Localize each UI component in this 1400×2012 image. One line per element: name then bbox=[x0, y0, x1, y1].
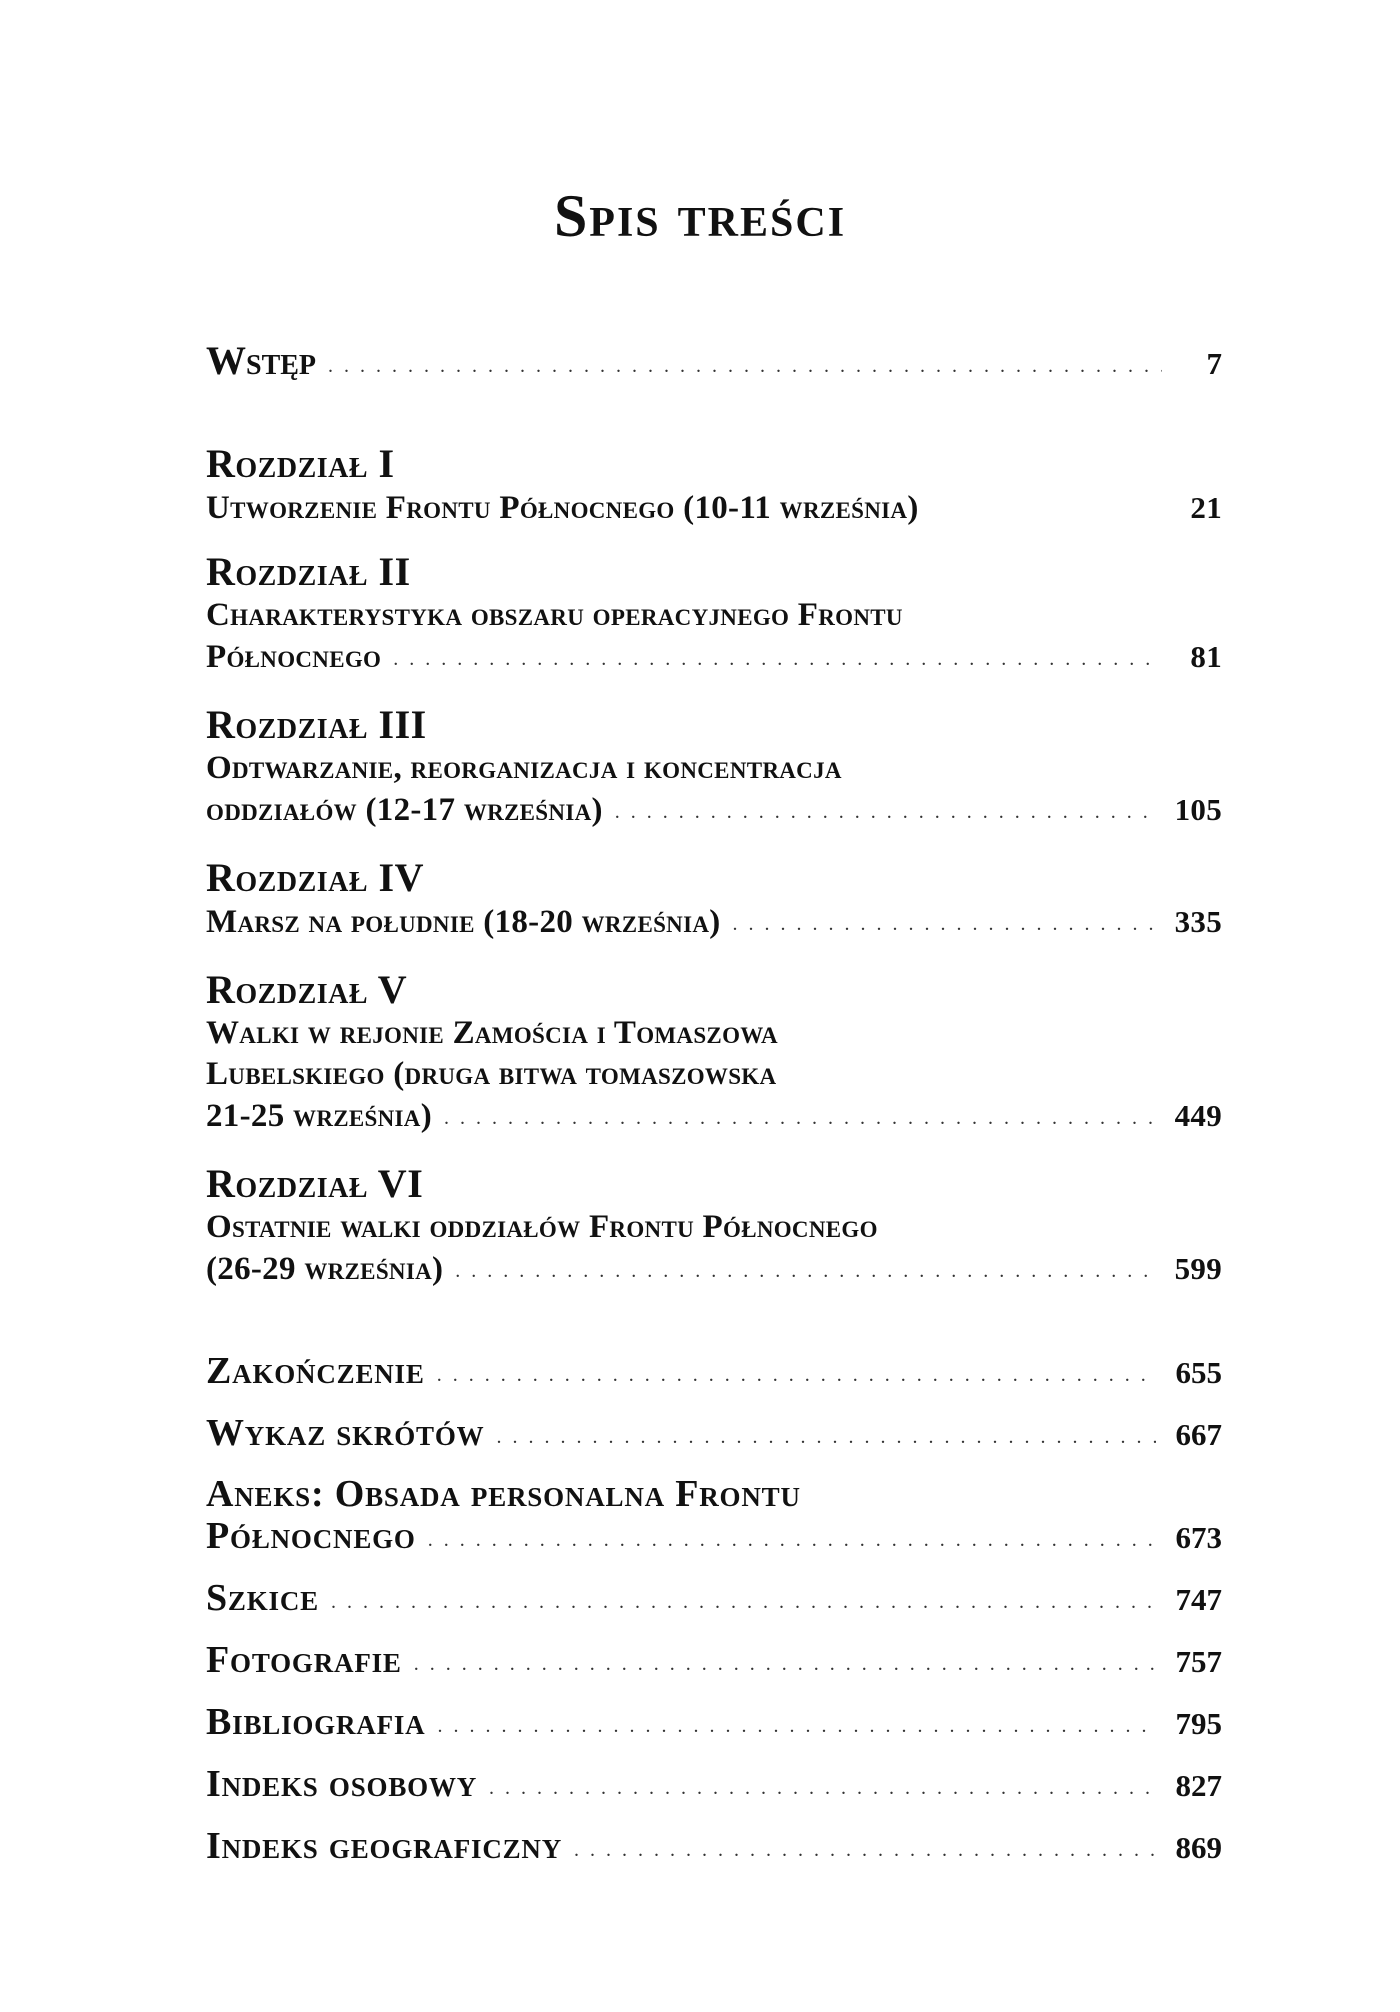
chapter-label: Rozdział III bbox=[206, 702, 427, 747]
entry-title: Indeks geograficzny bbox=[206, 1825, 563, 1867]
dot-leader bbox=[414, 1643, 1156, 1685]
chapter-title-line: Lubelskiego (druga bitwa tomaszowska bbox=[206, 1056, 777, 1092]
toc-entry-chapter[interactable] bbox=[206, 702, 1222, 835]
table-of-contents bbox=[206, 340, 1222, 1887]
toc-entry-chapter[interactable] bbox=[206, 967, 1222, 1141]
toc-entry-back-matter[interactable] bbox=[206, 1825, 1222, 1873]
chapter-title-line: Odtwarzanie, reorganizacja i koncentracja bbox=[206, 750, 842, 786]
entry-title-line: Aneks: Obsada personalna Frontu bbox=[206, 1473, 801, 1515]
toc-entry-back-matter[interactable] bbox=[206, 1412, 1222, 1460]
page-number: 7 bbox=[1206, 346, 1222, 381]
toc-row bbox=[206, 789, 1222, 835]
dot-leader bbox=[615, 792, 1155, 833]
dot-leader bbox=[437, 1705, 1155, 1747]
toc-row bbox=[206, 1515, 1222, 1563]
page-number: 747 bbox=[1175, 1582, 1222, 1617]
page-number: 757 bbox=[1175, 1644, 1222, 1679]
toc-entry-back-matter[interactable] bbox=[206, 1577, 1222, 1625]
chapter-title-line: (26-29 września) bbox=[206, 1251, 444, 1287]
entry-title: Bibliografia bbox=[206, 1701, 426, 1743]
dot-leader bbox=[444, 1098, 1155, 1139]
dot-leader bbox=[428, 1519, 1156, 1561]
page-title: Spis treści bbox=[553, 183, 847, 249]
toc-row bbox=[206, 340, 1222, 389]
toc-entry-chapter[interactable] bbox=[206, 549, 1222, 682]
chapter-label: Rozdział IV bbox=[206, 855, 424, 900]
toc-row bbox=[206, 487, 1222, 529]
entry-title: Zakończenie bbox=[206, 1350, 425, 1392]
page-number: 335 bbox=[1174, 904, 1222, 939]
entry-title: Wstęp bbox=[206, 338, 317, 383]
toc-entry-back-matter[interactable] bbox=[206, 1474, 1222, 1563]
entry-title: Indeks osobowy bbox=[206, 1763, 478, 1805]
toc-row bbox=[206, 1248, 1222, 1294]
chapter-title-line: Ostatnie walki oddziałów Frontu Północnego bbox=[206, 1209, 878, 1245]
page-number: 827 bbox=[1175, 1768, 1222, 1803]
toc-row bbox=[206, 1577, 1222, 1625]
page-number: 81 bbox=[1190, 639, 1222, 674]
toc-row bbox=[206, 1763, 1222, 1811]
toc-entry-intro[interactable] bbox=[206, 340, 1222, 389]
entry-title: Wykaz skrótów bbox=[206, 1412, 485, 1454]
toc-entry-back-matter[interactable] bbox=[206, 1763, 1222, 1811]
toc-row bbox=[206, 636, 1222, 682]
page-number: 105 bbox=[1174, 792, 1222, 827]
page-number: 21 bbox=[1190, 490, 1222, 525]
page-number: 795 bbox=[1175, 1706, 1222, 1741]
chapter-label: Rozdział I bbox=[206, 441, 395, 486]
chapter-title-line: oddziałów (12-17 września) bbox=[206, 792, 603, 828]
page-number: 667 bbox=[1175, 1417, 1222, 1452]
toc-row bbox=[206, 901, 1222, 947]
chapter-title-line: Walki w rejonie Zamościa i Tomaszowa bbox=[206, 1015, 778, 1051]
toc-row bbox=[206, 1412, 1222, 1460]
entry-title: Szkice bbox=[206, 1577, 319, 1619]
page-number: 449 bbox=[1174, 1098, 1222, 1133]
toc-row bbox=[206, 1701, 1222, 1749]
chapter-label: Rozdział V bbox=[206, 967, 408, 1012]
page-number: 599 bbox=[1174, 1251, 1222, 1286]
toc-row bbox=[206, 1350, 1222, 1398]
dot-leader bbox=[574, 1829, 1155, 1871]
toc-entry-chapter[interactable] bbox=[206, 1161, 1222, 1294]
page-number: 673 bbox=[1175, 1520, 1222, 1555]
chapter-label: Rozdział VI bbox=[206, 1161, 424, 1206]
toc-row bbox=[206, 1095, 1222, 1141]
toc-entry-chapter[interactable] bbox=[206, 855, 1222, 947]
dot-leader bbox=[489, 1767, 1155, 1809]
dot-leader bbox=[733, 904, 1155, 945]
chapter-title-line: 21-25 września) bbox=[206, 1098, 432, 1134]
dot-leader bbox=[437, 1354, 1156, 1396]
chapter-title-line: Północnego bbox=[206, 639, 382, 675]
back-matter-list bbox=[206, 1350, 1222, 1873]
chapter-list bbox=[206, 441, 1222, 1294]
chapter-title-line: Charakterystyka obszaru operacyjnego Frontu bbox=[206, 597, 903, 633]
toc-entry-chapter[interactable] bbox=[206, 441, 1222, 529]
chapter-title-line: Marsz na południe (18-20 września) bbox=[206, 904, 721, 940]
toc-entry-back-matter[interactable] bbox=[206, 1701, 1222, 1749]
page-number: 655 bbox=[1175, 1355, 1222, 1390]
toc-entry-back-matter[interactable] bbox=[206, 1350, 1222, 1398]
toc-entry-back-matter[interactable] bbox=[206, 1639, 1222, 1687]
dot-leader bbox=[328, 345, 1162, 387]
dot-leader bbox=[455, 1251, 1154, 1292]
chapter-label: Rozdział II bbox=[206, 549, 411, 594]
entry-title: Fotografie bbox=[206, 1639, 402, 1681]
page-number: 869 bbox=[1175, 1830, 1222, 1865]
toc-row bbox=[206, 1639, 1222, 1687]
dot-leader bbox=[393, 639, 1162, 680]
chapter-title-line: Utworzenie Frontu Północnego (10-11 września) bbox=[206, 490, 919, 526]
entry-title: Północnego bbox=[206, 1515, 416, 1557]
dot-leader bbox=[331, 1581, 1156, 1623]
dot-leader bbox=[496, 1416, 1155, 1458]
toc-row bbox=[206, 1825, 1222, 1873]
